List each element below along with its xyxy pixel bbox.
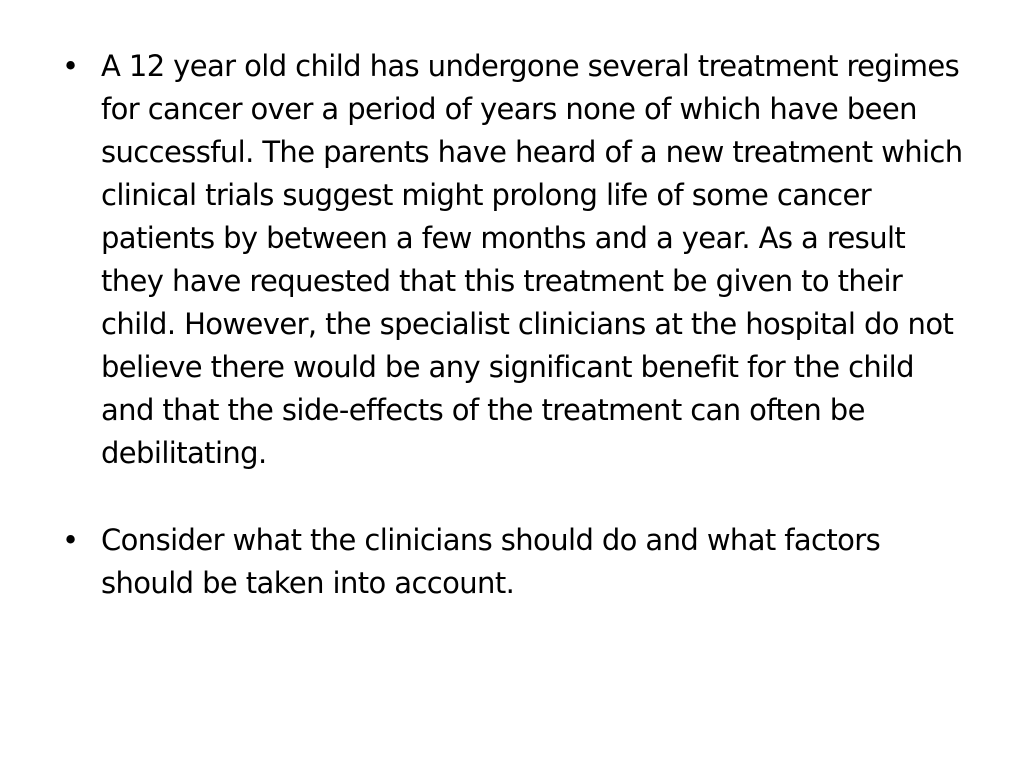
bullet-icon: • xyxy=(62,523,79,557)
bullet-item-question xyxy=(62,519,967,605)
scenario-text: A 12 year old child has undergone several treatment regimes for cancer over a period of years none of which have been successful. The parents have heard of a new treatment which clinical trials suggest might prolong life of some cancer patients by between a few months and a year. As a result they have requested that this treatment be given to their child. However, the specialist clinicians at the hospital do not believe there would be any significant benefit for the child and that the side-effects of the treatment can often be debilitating. xyxy=(101,49,963,470)
bullet-item-scenario xyxy=(62,45,967,475)
bullet-list xyxy=(62,45,967,605)
question-text: Consider what the clinicians should do and what factors should be taken into account. xyxy=(101,523,881,600)
bullet-icon: • xyxy=(62,49,79,83)
